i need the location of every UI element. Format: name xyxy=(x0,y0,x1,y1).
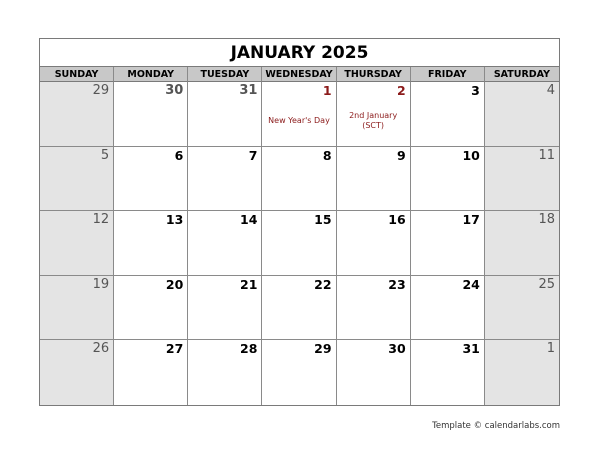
day-cell[interactable] xyxy=(411,340,485,405)
day-header-row xyxy=(40,67,559,82)
day-cell[interactable] xyxy=(485,147,559,212)
day-number: 22 xyxy=(314,276,332,292)
day-cell[interactable] xyxy=(337,82,411,147)
day-cell[interactable] xyxy=(262,340,336,405)
day-header-sunday: SUNDAY xyxy=(40,67,114,82)
day-cell[interactable] xyxy=(485,276,559,341)
day-cell[interactable] xyxy=(411,276,485,341)
day-number: 3 xyxy=(471,83,480,98)
day-cell[interactable] xyxy=(337,211,411,276)
day-number: 27 xyxy=(165,341,184,357)
day-number: 10 xyxy=(462,147,480,163)
day-number: 30 xyxy=(388,341,406,357)
day-number: 4 xyxy=(546,83,555,98)
holiday-label: New Year's Day xyxy=(268,116,330,125)
day-cell[interactable] xyxy=(262,82,336,147)
day-cell[interactable] xyxy=(40,276,114,341)
day-cell[interactable] xyxy=(114,147,188,212)
day-number: 20 xyxy=(165,276,184,292)
day-number: 24 xyxy=(462,276,480,292)
day-cell[interactable] xyxy=(114,276,188,341)
day-cell[interactable] xyxy=(337,276,411,341)
day-number: 15 xyxy=(314,212,332,228)
day-number: 6 xyxy=(174,147,184,163)
day-number: 12 xyxy=(92,212,110,228)
day-number: 23 xyxy=(388,276,406,292)
day-cell[interactable] xyxy=(188,147,262,212)
day-number: 17 xyxy=(462,212,480,228)
day-cell[interactable] xyxy=(188,340,262,405)
day-number: 30 xyxy=(165,83,184,98)
day-number: 21 xyxy=(240,276,258,292)
day-number: 2 xyxy=(397,83,406,98)
day-header-friday: FRIDAY xyxy=(411,67,485,82)
day-cell[interactable] xyxy=(262,276,336,341)
day-number: 29 xyxy=(92,83,110,98)
day-number: 13 xyxy=(165,212,184,228)
day-cell[interactable] xyxy=(114,211,188,276)
day-header-saturday: SATURDAY xyxy=(485,67,559,82)
day-number: 19 xyxy=(92,276,110,292)
day-header-tuesday: TUESDAY xyxy=(188,67,262,82)
day-cell[interactable] xyxy=(337,147,411,212)
day-number: 1 xyxy=(322,83,332,98)
day-cell[interactable] xyxy=(114,82,188,147)
day-cell[interactable] xyxy=(188,211,262,276)
day-cell[interactable] xyxy=(262,147,336,212)
day-cell[interactable] xyxy=(411,147,485,212)
day-cell[interactable] xyxy=(411,211,485,276)
calendar xyxy=(39,38,560,406)
day-cell[interactable] xyxy=(411,82,485,147)
day-cell[interactable] xyxy=(188,82,262,147)
day-cell[interactable] xyxy=(262,211,336,276)
day-header-wednesday: WEDNESDAY xyxy=(262,67,336,82)
day-cell[interactable] xyxy=(40,147,114,212)
day-number: 9 xyxy=(397,147,406,163)
holiday-label: 2nd January (SCT) xyxy=(349,111,398,130)
day-number: 5 xyxy=(100,147,110,163)
day-number: 31 xyxy=(462,341,480,357)
day-number: 16 xyxy=(388,212,406,228)
day-number: 28 xyxy=(240,341,258,357)
day-number: 8 xyxy=(322,147,332,163)
day-number: 1 xyxy=(546,341,555,357)
calendar-grid xyxy=(40,82,559,405)
day-number: 29 xyxy=(314,341,332,357)
calendar-title: JANUARY 2025 xyxy=(40,39,559,67)
day-header-monday: MONDAY xyxy=(114,67,188,82)
day-number: 7 xyxy=(248,147,258,163)
day-cell[interactable] xyxy=(114,340,188,405)
day-cell[interactable] xyxy=(485,340,559,405)
day-header-thursday: THURSDAY xyxy=(337,67,411,82)
day-number: 14 xyxy=(240,212,258,228)
day-number: 31 xyxy=(239,83,258,98)
day-number: 25 xyxy=(538,276,555,292)
day-number: 11 xyxy=(538,147,555,163)
day-cell[interactable] xyxy=(485,82,559,147)
day-cell[interactable] xyxy=(188,276,262,341)
day-cell[interactable] xyxy=(40,211,114,276)
day-cell[interactable] xyxy=(485,211,559,276)
day-number: 26 xyxy=(92,341,110,357)
day-cell[interactable] xyxy=(40,82,114,147)
footer-credit[interactable]: Template © calendarlabs.com xyxy=(432,421,560,431)
day-cell[interactable] xyxy=(40,340,114,405)
day-cell[interactable] xyxy=(337,340,411,405)
day-number: 18 xyxy=(538,212,555,228)
